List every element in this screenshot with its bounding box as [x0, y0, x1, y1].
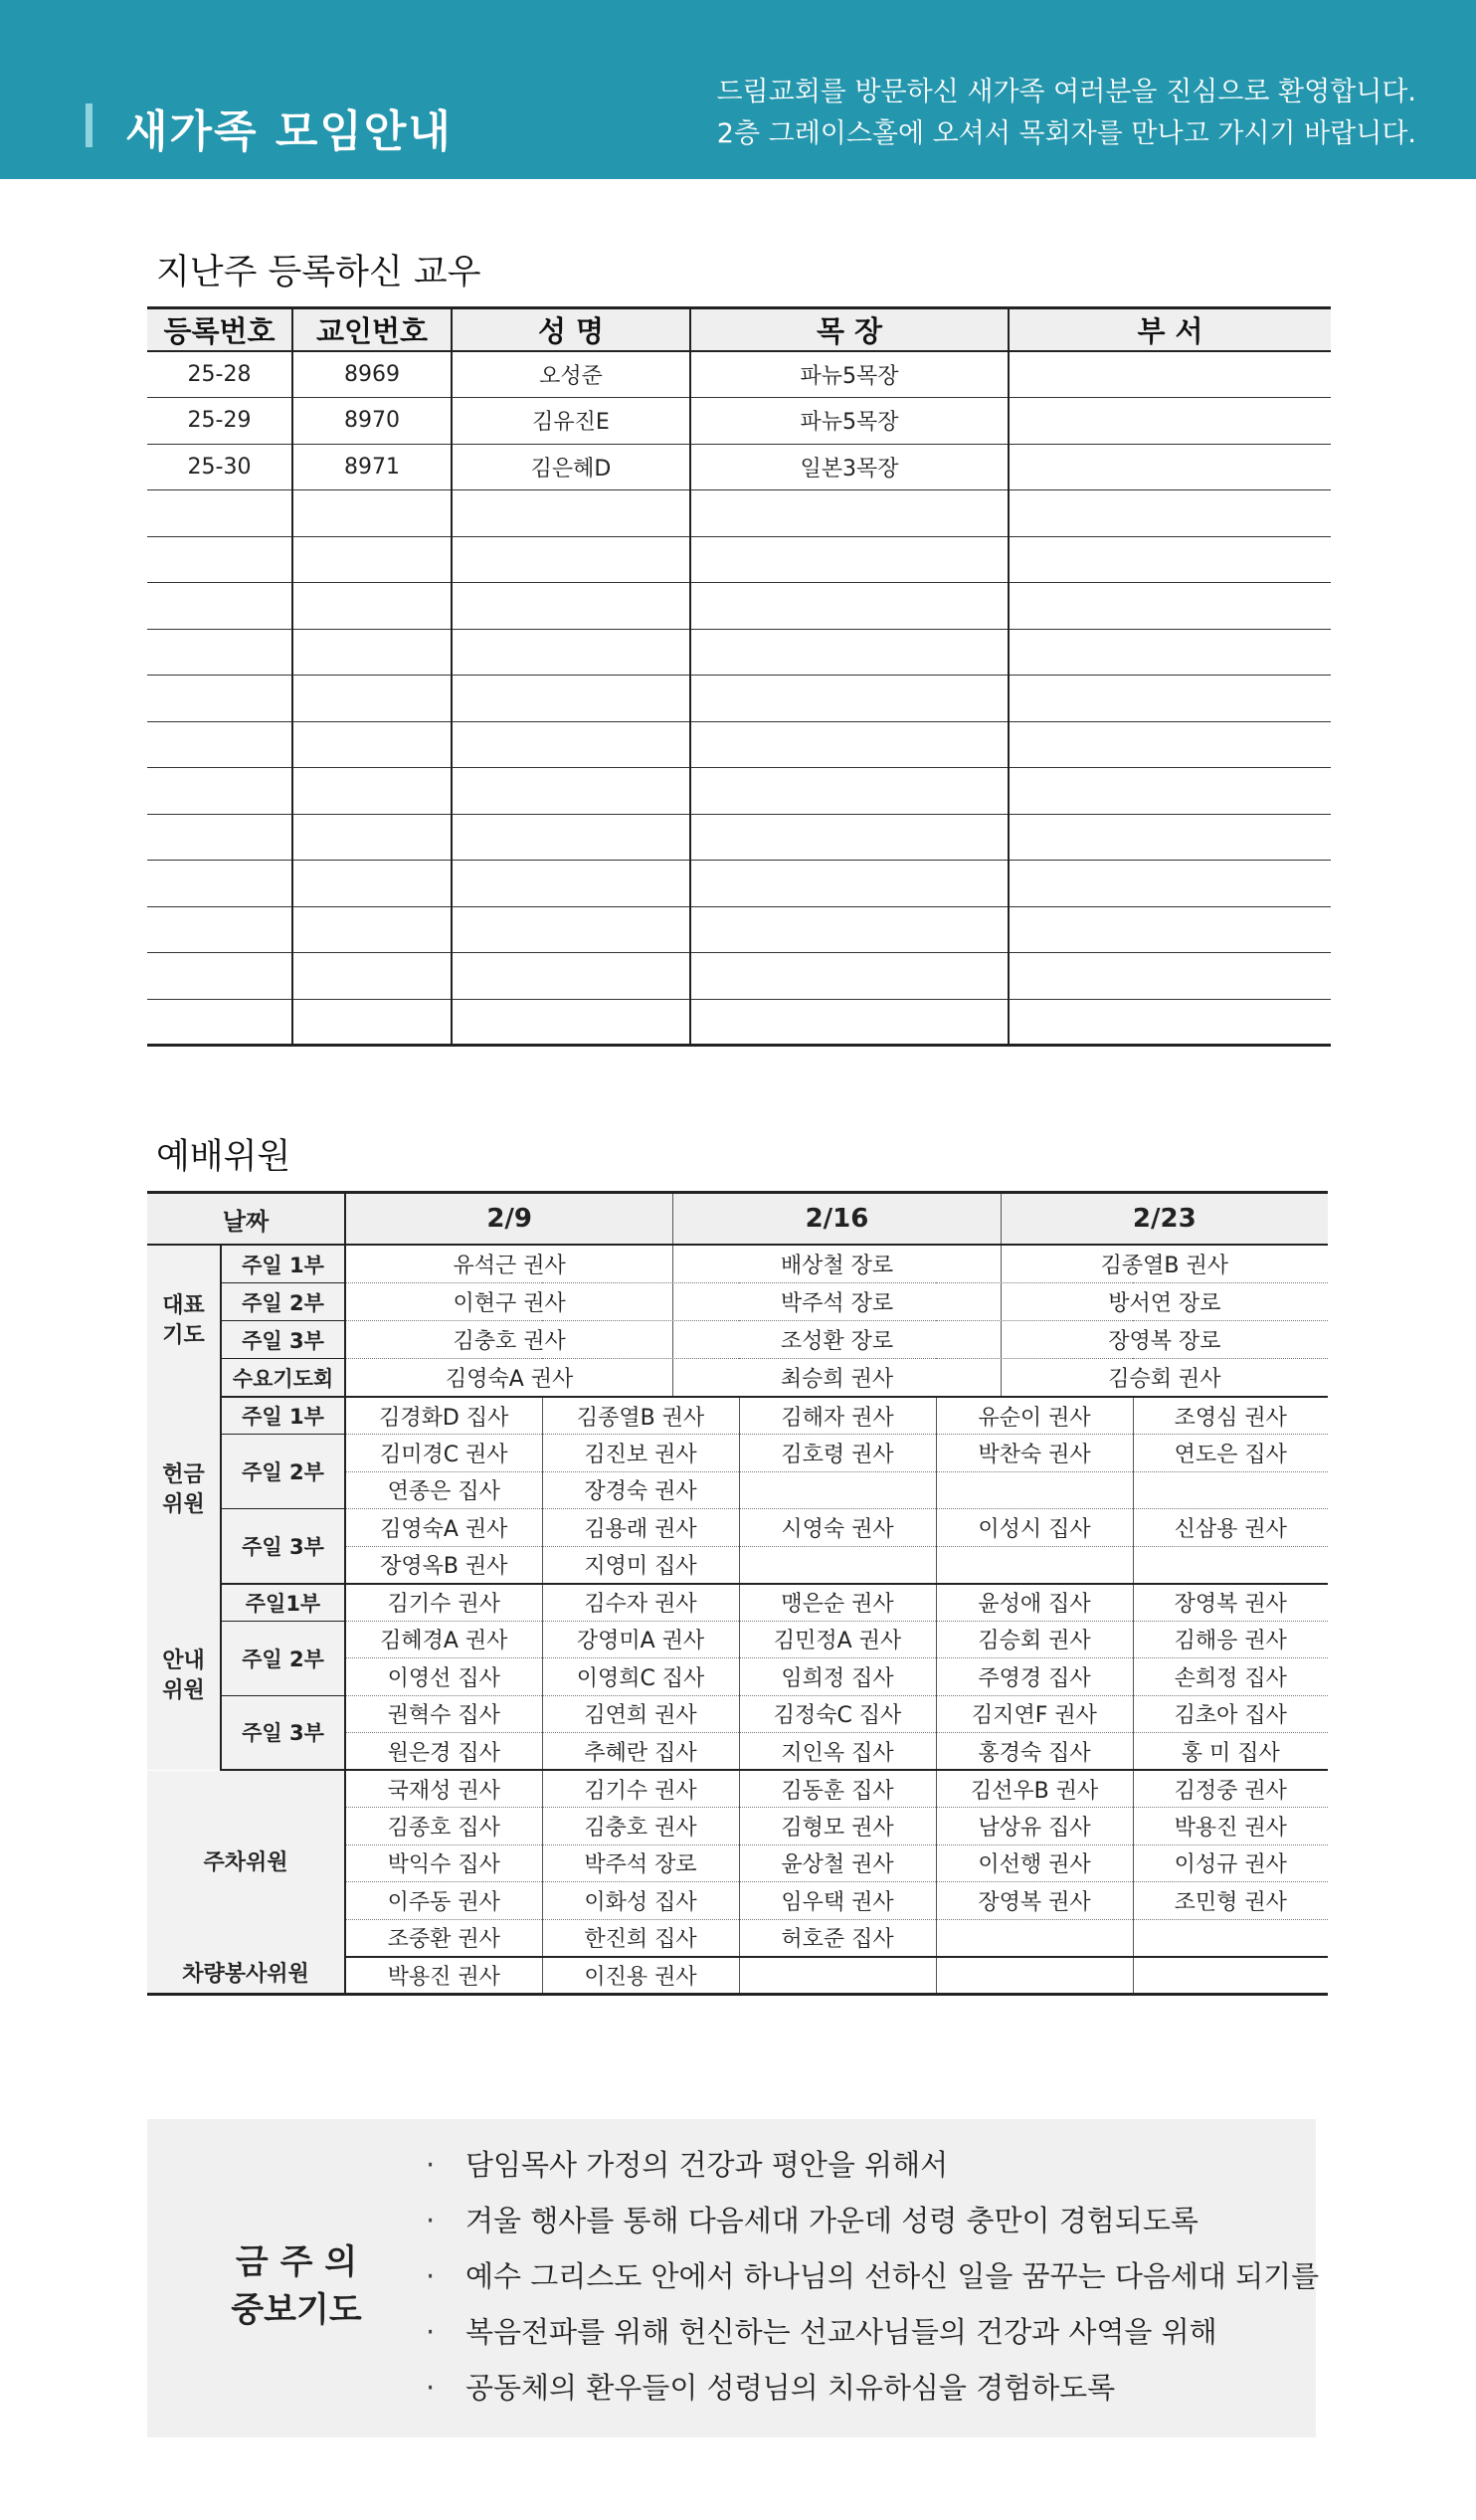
prayer-row	[147, 1359, 1328, 1398]
registration-cell	[1009, 861, 1331, 907]
registration-cell	[147, 583, 292, 630]
worship-title: 예배위원	[156, 1137, 291, 1177]
prayer-name: 김승회 권사	[1108, 1367, 1221, 1392]
prayer-topic-text: 겨울 행사를 통해 다음세대 가운데 성령 충만이 경험되도록	[465, 2204, 1199, 2237]
prayer-topic-item	[426, 2360, 1319, 2416]
member-cell: 김진보 권사	[542, 1435, 739, 1472]
registration-cell	[690, 721, 1009, 768]
member-cell: 박주석 장로	[542, 1844, 739, 1882]
member-cell: 김해응 권사	[1133, 1621, 1328, 1658]
date-header-group	[345, 1193, 1328, 1246]
registration-cell	[690, 906, 1009, 953]
registration-cell	[452, 861, 690, 907]
member-cell: 연종은 집사	[345, 1471, 542, 1509]
registration-cell	[690, 536, 1009, 583]
registration-cell	[292, 768, 452, 815]
service-label: 주일 3부	[221, 1695, 345, 1770]
welcome-line-2: 2층 그레이스홀에 오셔서 목회자를 만나고 가시기 바랍니다.	[716, 118, 1416, 149]
registration-cell: 일본3목장	[690, 444, 1009, 490]
prayer-title-line: 중보기도	[231, 2290, 362, 2330]
registration-cell	[147, 953, 292, 1000]
member-cell	[739, 1546, 936, 1584]
service-label: 수요기도회	[221, 1359, 345, 1398]
member-cell: 김기수 권사	[345, 1584, 542, 1622]
service-label: 주일 2부	[221, 1621, 345, 1695]
registration-cell	[292, 536, 452, 583]
registration-cell	[452, 814, 690, 861]
member-cell: 김지연F 권사	[936, 1695, 1133, 1733]
registration-title: 지난주 등록하신 교우	[156, 253, 481, 292]
member-cell: 박용진 권사	[345, 1957, 542, 1995]
prayer-row	[147, 1245, 1328, 1283]
member-cell: 허호준 집사	[739, 1919, 936, 1957]
member-cell: 추혜란 집사	[542, 1733, 739, 1771]
prayer-names-cell	[345, 1283, 1328, 1321]
member-cell: 조영심 권사	[1133, 1397, 1328, 1435]
registration-cell	[292, 861, 452, 907]
prayer-name: 배상철 장로	[673, 1246, 1001, 1282]
member-cell: 김정숙C 집사	[739, 1695, 936, 1733]
prayer-row	[147, 1283, 1328, 1321]
prayer-name: 김영숙A 권사	[346, 1359, 673, 1396]
member-cell: 김종열B 권사	[542, 1397, 739, 1435]
registration-cell	[147, 814, 292, 861]
member-cell: 김충호 권사	[542, 1808, 739, 1845]
registration-row	[147, 953, 1331, 1000]
member-cell: 장경숙 권사	[542, 1471, 739, 1509]
member-cell: 김혜경A 권사	[345, 1621, 542, 1658]
header-banner	[0, 0, 1476, 179]
member-cell: 윤성애 집사	[936, 1584, 1133, 1622]
header-cell: 등록번호	[147, 308, 292, 352]
registration-cell	[690, 953, 1009, 1000]
member-cell: 권혁수 집사	[345, 1695, 542, 1733]
registration-cell	[292, 676, 452, 722]
registration-cell	[1009, 583, 1331, 630]
registration-cell	[690, 676, 1009, 722]
bullet-icon: ·	[426, 2315, 436, 2349]
member-cell: 이영선 집사	[345, 1658, 542, 1696]
member-cell: 김승회 권사	[936, 1621, 1133, 1658]
registration-cell	[292, 906, 452, 953]
registration-cell	[292, 583, 452, 630]
date-header: 2/23	[1132, 1204, 1197, 1234]
registration-cell	[147, 906, 292, 953]
member-cell: 국재성 권사	[345, 1770, 542, 1808]
registration-cell	[452, 999, 690, 1046]
member-cell: 맹은순 권사	[739, 1584, 936, 1622]
service-label: 주일 2부	[221, 1283, 345, 1321]
registration-cell	[292, 953, 452, 1000]
registration-cell	[452, 768, 690, 815]
member-cell: 조민형 권사	[1133, 1882, 1328, 1920]
prayer-title-line: 금 주 의	[235, 2242, 358, 2282]
member-cell: 김기수 권사	[542, 1770, 739, 1808]
group-label: 차량봉사위원	[147, 1957, 345, 1995]
prayer-topic-item	[426, 2137, 1319, 2193]
registration-cell	[452, 583, 690, 630]
bullet-icon: ·	[426, 2204, 436, 2237]
prayer-name: 박주석 장로	[673, 1283, 1001, 1320]
page-title: 새가족 모임안내	[125, 106, 453, 157]
member-cell: 원은경 집사	[345, 1733, 542, 1771]
registration-cell	[1009, 676, 1331, 722]
registration-row	[147, 676, 1331, 722]
registration-table	[147, 306, 1331, 1047]
registration-cell	[452, 629, 690, 676]
usher-row	[147, 1621, 1328, 1658]
prayer-box-title	[207, 2238, 386, 2334]
offering-row	[147, 1435, 1328, 1472]
registration-cell	[1009, 351, 1331, 398]
registration-cell	[147, 721, 292, 768]
registration-row	[147, 721, 1331, 768]
member-cell	[1133, 1957, 1328, 1995]
prayer-row	[147, 1321, 1328, 1359]
member-cell: 김용래 권사	[542, 1509, 739, 1547]
member-cell: 김선우B 권사	[936, 1770, 1133, 1808]
parking-row	[147, 1770, 1328, 1808]
registration-cell: 8971	[292, 444, 452, 490]
registration-cell	[690, 490, 1009, 537]
bullet-icon: ·	[426, 2148, 436, 2182]
member-cell: 이주동 권사	[345, 1882, 542, 1920]
registration-cell	[292, 814, 452, 861]
prayer-name: 김충호 권사	[346, 1321, 673, 1358]
prayer-name: 김종열B 권사	[1100, 1254, 1228, 1278]
prayer-name: 최승희 권사	[673, 1359, 1001, 1396]
registration-cell: 25-28	[147, 351, 292, 398]
usher-row	[147, 1695, 1328, 1733]
registration-header-row	[147, 308, 1331, 352]
member-cell: 김경화D 집사	[345, 1397, 542, 1435]
member-cell: 유순이 권사	[936, 1397, 1133, 1435]
prayer-names-cell	[345, 1321, 1328, 1359]
registration-cell	[147, 999, 292, 1046]
prayer-name: 유석근 권사	[346, 1246, 673, 1282]
worship-committee-table	[147, 1191, 1328, 1996]
welcome-message	[716, 72, 1416, 155]
registration-row	[147, 351, 1331, 398]
welcome-line-1: 드림교회를 방문하신 새가족 여러분을 진심으로 환영합니다.	[716, 77, 1416, 107]
member-cell: 장영복 권사	[936, 1882, 1133, 1920]
member-cell: 김민정A 권사	[739, 1621, 936, 1658]
service-label: 주일 1부	[221, 1245, 345, 1283]
offering-row	[147, 1397, 1328, 1435]
title-accent-bar	[86, 103, 92, 147]
registration-cell	[292, 629, 452, 676]
service-label: 주일 3부	[221, 1321, 345, 1359]
registration-cell: 25-30	[147, 444, 292, 490]
member-cell: 임우택 권사	[739, 1882, 936, 1920]
header-cell: 부 서	[1009, 308, 1331, 352]
registration-cell	[147, 676, 292, 722]
registration-row	[147, 906, 1331, 953]
member-cell: 시영숙 권사	[739, 1509, 936, 1547]
registration-cell	[1009, 629, 1331, 676]
registration-row	[147, 536, 1331, 583]
registration-cell	[292, 721, 452, 768]
member-cell: 김형모 권사	[739, 1808, 936, 1845]
registration-cell	[292, 490, 452, 537]
member-cell: 이영희C 집사	[542, 1658, 739, 1696]
offering-row	[147, 1509, 1328, 1547]
member-cell	[1133, 1546, 1328, 1584]
registration-cell	[1009, 814, 1331, 861]
member-cell: 장영옥B 권사	[345, 1546, 542, 1584]
registration-cell	[452, 953, 690, 1000]
member-cell: 이성시 집사	[936, 1509, 1133, 1547]
prayer-topic-item	[426, 2304, 1319, 2360]
member-cell: 박용진 권사	[1133, 1808, 1328, 1845]
member-cell: 김해자 권사	[739, 1397, 936, 1435]
member-cell: 박찬숙 권사	[936, 1435, 1133, 1472]
prayer-topic-text: 복음전파를 위해 헌신하는 선교사님들의 건강과 사역을 위해	[465, 2315, 1217, 2349]
date-header: 2/9	[346, 1194, 673, 1244]
header-cell: 교인번호	[292, 308, 452, 352]
registration-cell	[147, 768, 292, 815]
member-cell: 김수자 권사	[542, 1584, 739, 1622]
vehicle-row	[147, 1957, 1328, 1995]
registration-cell: 김유진E	[452, 398, 690, 445]
registration-row	[147, 768, 1331, 815]
member-cell: 이선행 권사	[936, 1844, 1133, 1882]
member-cell: 조중환 권사	[345, 1919, 542, 1957]
registration-cell	[452, 721, 690, 768]
registration-cell	[292, 999, 452, 1046]
member-cell	[936, 1546, 1133, 1584]
registration-cell	[452, 676, 690, 722]
group-label: 주차위원	[147, 1770, 345, 1957]
registration-cell: 8969	[292, 351, 452, 398]
member-cell: 신삼용 권사	[1133, 1509, 1328, 1547]
date-label: 날짜	[147, 1193, 345, 1246]
member-cell: 지인옥 집사	[739, 1733, 936, 1771]
registration-cell: 8970	[292, 398, 452, 445]
registration-cell	[147, 536, 292, 583]
prayer-name: 장영복 장로	[1108, 1329, 1221, 1354]
member-cell: 김호령 권사	[739, 1435, 936, 1472]
member-cell: 김영숙A 권사	[345, 1509, 542, 1547]
registration-cell: 김은혜D	[452, 444, 690, 490]
registration-cell	[690, 768, 1009, 815]
member-cell: 윤상철 권사	[739, 1844, 936, 1882]
registration-cell	[690, 861, 1009, 907]
prayer-topic-item	[426, 2193, 1319, 2248]
member-cell	[1133, 1919, 1328, 1957]
registration-cell	[1009, 490, 1331, 537]
registration-row	[147, 398, 1331, 445]
member-cell: 이화성 집사	[542, 1882, 739, 1920]
member-cell	[1133, 1471, 1328, 1509]
member-cell: 지영미 집사	[542, 1546, 739, 1584]
registration-cell: 파뉴5목장	[690, 351, 1009, 398]
member-cell: 손희정 집사	[1133, 1658, 1328, 1696]
registration-cell	[1009, 536, 1331, 583]
registration-cell: 파뉴5목장	[690, 398, 1009, 445]
service-label: 주일 1부	[221, 1397, 345, 1435]
member-cell: 홍경숙 집사	[936, 1733, 1133, 1771]
prayer-name: 이현구 권사	[346, 1283, 673, 1320]
member-cell: 연도은 집사	[1133, 1435, 1328, 1472]
member-cell: 남상유 집사	[936, 1808, 1133, 1845]
registration-cell: 25-29	[147, 398, 292, 445]
member-cell: 김동훈 집사	[739, 1770, 936, 1808]
prayer-topic-item	[426, 2248, 1319, 2304]
worship-header-row	[147, 1193, 1328, 1246]
registration-cell	[1009, 768, 1331, 815]
member-cell: 장영복 권사	[1133, 1584, 1328, 1622]
registration-cell	[147, 861, 292, 907]
member-cell: 김미경C 권사	[345, 1435, 542, 1472]
member-cell: 김초아 집사	[1133, 1695, 1328, 1733]
registration-cell: 오성준	[452, 351, 690, 398]
group-label: 안내 위원	[147, 1584, 221, 1771]
registration-cell	[1009, 721, 1331, 768]
usher-row	[147, 1584, 1328, 1622]
member-cell: 강영미A 권사	[542, 1621, 739, 1658]
registration-row	[147, 629, 1331, 676]
member-cell: 김종호 집사	[345, 1808, 542, 1845]
prayer-names-cell	[345, 1245, 1328, 1283]
member-cell	[739, 1957, 936, 1995]
registration-cell	[1009, 999, 1331, 1046]
prayer-topic-text: 공동체의 환우들이 성령님의 치유하심을 경험하도록	[465, 2371, 1116, 2405]
registration-row	[147, 583, 1331, 630]
registration-cell	[452, 906, 690, 953]
intercessory-prayer-box	[147, 2119, 1320, 2437]
member-cell	[739, 1471, 936, 1509]
registration-cell	[1009, 444, 1331, 490]
prayer-name: 조성환 장로	[673, 1321, 1001, 1358]
member-cell: 박익수 집사	[345, 1844, 542, 1882]
member-cell	[936, 1957, 1133, 1995]
member-cell: 홍 미 집사	[1133, 1733, 1328, 1771]
member-cell: 한진희 집사	[542, 1919, 739, 1957]
member-cell: 이성규 권사	[1133, 1844, 1328, 1882]
service-label: 주일1부	[221, 1584, 345, 1622]
bullet-icon: ·	[426, 2371, 436, 2405]
prayer-list	[426, 2137, 1319, 2416]
registration-row	[147, 814, 1331, 861]
service-label: 주일 2부	[221, 1435, 345, 1509]
service-label: 주일 3부	[221, 1509, 345, 1584]
prayer-name: 방서연 장로	[1108, 1291, 1221, 1316]
registration-cell	[1009, 398, 1331, 445]
header-cell: 성 명	[452, 308, 690, 352]
registration-cell	[1009, 953, 1331, 1000]
member-cell: 김정중 권사	[1133, 1770, 1328, 1808]
registration-cell	[147, 629, 292, 676]
group-label: 대표 기도	[147, 1245, 221, 1397]
registration-row	[147, 490, 1331, 537]
registration-cell	[690, 629, 1009, 676]
registration-cell	[452, 536, 690, 583]
prayer-topic-text: 예수 그리스도 안에서 하나님의 선하신 일을 꿈꾸는 다음세대 되기를	[465, 2259, 1320, 2293]
prayer-names-cell	[345, 1359, 1328, 1398]
member-cell: 이진용 권사	[542, 1957, 739, 1995]
bullet-icon: ·	[426, 2259, 436, 2293]
date-header: 2/16	[673, 1194, 1001, 1244]
member-cell	[936, 1471, 1133, 1509]
registration-row	[147, 861, 1331, 907]
registration-cell	[690, 814, 1009, 861]
registration-cell	[147, 490, 292, 537]
registration-row	[147, 999, 1331, 1046]
header-cell: 목 장	[690, 308, 1009, 352]
prayer-topic-text: 담임목사 가정의 건강과 평안을 위해서	[465, 2148, 949, 2182]
member-cell	[936, 1919, 1133, 1957]
registration-cell	[1009, 906, 1331, 953]
member-cell: 주영경 집사	[936, 1658, 1133, 1696]
member-cell: 임희정 집사	[739, 1658, 936, 1696]
group-label: 헌금 위원	[147, 1397, 221, 1584]
registration-row	[147, 444, 1331, 490]
registration-cell	[690, 583, 1009, 630]
registration-cell	[690, 999, 1009, 1046]
member-cell: 김연희 권사	[542, 1695, 739, 1733]
registration-cell	[452, 490, 690, 537]
